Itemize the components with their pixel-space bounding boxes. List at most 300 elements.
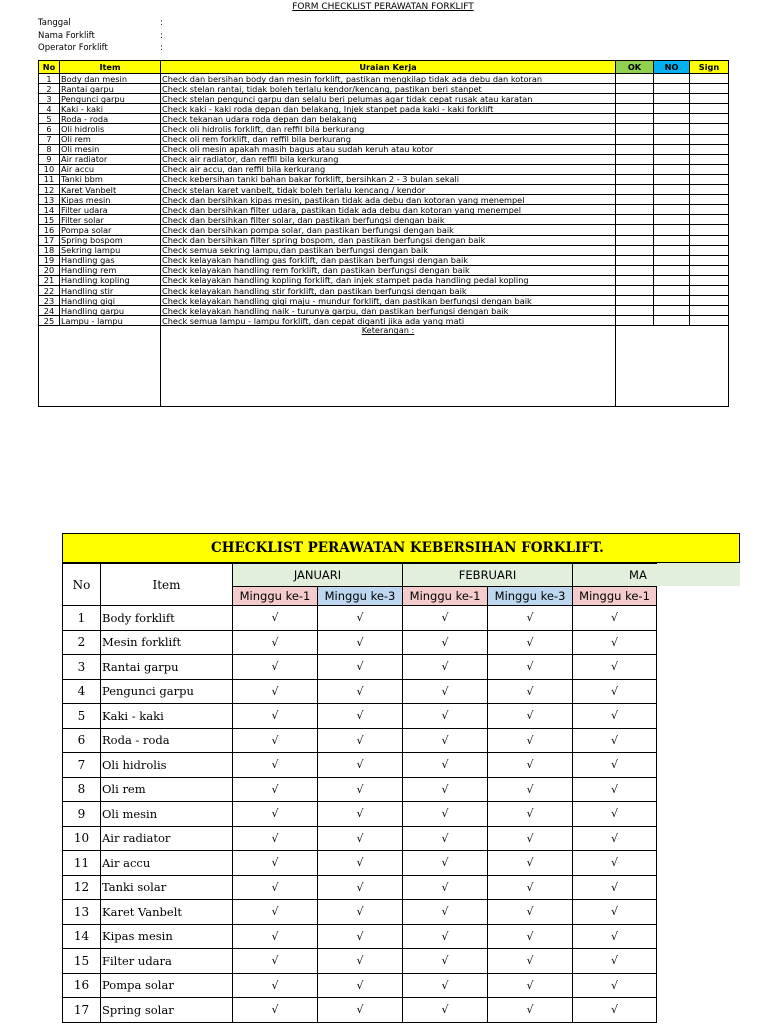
check-mark[interactable]: √ [573, 900, 657, 925]
table-row [63, 826, 657, 851]
check-mark[interactable]: √ [488, 802, 573, 827]
ok-cell[interactable] [616, 275, 654, 285]
sign-cell[interactable] [690, 275, 729, 285]
sign-cell[interactable] [690, 235, 729, 245]
sign-cell[interactable] [690, 285, 729, 295]
table-row [39, 225, 729, 235]
check-mark[interactable]: √ [488, 851, 573, 876]
check-mark[interactable]: √ [488, 998, 573, 1023]
row-no: 2 [63, 630, 101, 655]
check-mark[interactable]: √ [403, 753, 488, 778]
check-mark[interactable]: √ [318, 949, 403, 974]
col-header-no: No [63, 564, 101, 606]
check-mark[interactable]: √ [318, 900, 403, 925]
table-row [39, 144, 729, 154]
week-header: Minggu ke-3 [318, 587, 403, 606]
table-row [63, 875, 657, 900]
row-item: Oli mesin [101, 802, 233, 827]
table-row [63, 704, 657, 729]
row-item: Tanki solar [101, 875, 233, 900]
sign-cell[interactable] [690, 265, 729, 275]
week-header: Minggu ke-1 [233, 587, 318, 606]
table-row [39, 255, 729, 265]
check-mark[interactable]: √ [573, 655, 657, 680]
row-no: 4 [39, 104, 60, 114]
ok-cell[interactable] [616, 114, 654, 124]
row-no: 17 [39, 235, 60, 245]
row-no: 9 [63, 802, 101, 827]
no-cell[interactable] [654, 174, 690, 184]
table-row [39, 275, 729, 285]
no-cell[interactable] [654, 205, 690, 215]
row-no: 10 [39, 164, 60, 174]
row-item: Handling rem [60, 265, 161, 275]
check-mark[interactable]: √ [233, 777, 318, 802]
row-item: Filter udara [101, 949, 233, 974]
table-row [63, 753, 657, 778]
check-mark[interactable]: √ [233, 900, 318, 925]
check-mark[interactable]: √ [403, 777, 488, 802]
check-mark[interactable]: √ [233, 924, 318, 949]
sign-cell[interactable] [690, 296, 729, 306]
row-item: Air accu [60, 164, 161, 174]
row-item: Rantai garpu [101, 655, 233, 680]
cleaning-table [62, 563, 657, 1023]
row-no: 16 [39, 225, 60, 235]
check-mark[interactable]: √ [233, 826, 318, 851]
row-uraian: Check tekanan udara roda depan dan belakang [161, 114, 616, 124]
table-row [39, 164, 729, 174]
ok-cell[interactable] [616, 265, 654, 275]
check-mark[interactable]: √ [488, 753, 573, 778]
keterangan-blank [39, 326, 161, 407]
table-row [39, 154, 729, 164]
keterangan-row [39, 326, 729, 407]
sign-cell[interactable] [690, 74, 729, 84]
check-mark[interactable]: √ [403, 924, 488, 949]
check-mark[interactable]: √ [488, 973, 573, 998]
ok-cell[interactable] [616, 185, 654, 195]
check-mark[interactable]: √ [318, 630, 403, 655]
check-mark[interactable]: √ [233, 998, 318, 1023]
check-mark[interactable]: √ [403, 802, 488, 827]
row-no: 15 [63, 949, 101, 974]
ok-cell[interactable] [616, 74, 654, 84]
no-cell[interactable] [654, 104, 690, 114]
no-cell[interactable] [654, 154, 690, 164]
no-cell[interactable] [654, 316, 690, 326]
no-cell[interactable] [654, 245, 690, 255]
table-row [39, 285, 729, 295]
check-mark[interactable]: √ [403, 679, 488, 704]
row-uraian: Check oli rem forklift, dan reffil bila berkurang [161, 134, 616, 144]
row-no: 14 [39, 205, 60, 215]
row-uraian: Check kelayakan handling stir forklift, dan pastikan berfungsi dengan baik [161, 285, 616, 295]
table-row [39, 124, 729, 134]
table-row [63, 900, 657, 925]
no-cell[interactable] [654, 285, 690, 295]
sign-cell[interactable] [690, 84, 729, 94]
row-item: Handling garpu [60, 306, 161, 316]
no-cell[interactable] [654, 74, 690, 84]
row-item: Oli mesin [60, 144, 161, 154]
field-tanggal [38, 17, 163, 30]
check-mark[interactable]: √ [573, 949, 657, 974]
check-mark[interactable]: √ [573, 728, 657, 753]
table-row [63, 802, 657, 827]
table-row [63, 924, 657, 949]
row-uraian: Check kelayakan handling gigi maju - mundur forklift, dan pastikan berfungsi dengan baik [161, 296, 616, 306]
row-uraian: Check semua sekring lampu,dan pastikan berfungsi dengan baik [161, 245, 616, 255]
check-mark[interactable]: √ [318, 704, 403, 729]
ok-cell[interactable] [616, 306, 654, 316]
table-row [39, 94, 729, 104]
row-item: Handling kopling [60, 275, 161, 285]
row-item: Kaki - kaki [60, 104, 161, 114]
check-mark[interactable]: √ [573, 777, 657, 802]
row-item: Mesin forklift [101, 630, 233, 655]
row-item: Karet Vanbelt [101, 900, 233, 925]
no-cell[interactable] [654, 134, 690, 144]
sign-cell[interactable] [690, 316, 729, 326]
no-cell[interactable] [654, 235, 690, 245]
ok-cell[interactable] [616, 296, 654, 306]
ok-cell[interactable] [616, 94, 654, 104]
sign-cell[interactable] [690, 114, 729, 124]
row-item: Kipas mesin [101, 924, 233, 949]
sign-cell[interactable] [690, 134, 729, 144]
table-row [63, 655, 657, 680]
row-uraian: Check dan bersihkan kipas mesin, pastikan tidak ada debu dan kotoran yang menempel [161, 195, 616, 205]
month-maret: MA [573, 564, 657, 587]
cleaning-checklist-sheet [62, 533, 740, 1024]
row-item: Kaki - kaki [101, 704, 233, 729]
check-mark[interactable]: √ [318, 777, 403, 802]
row-no: 9 [39, 154, 60, 164]
no-cell[interactable] [654, 124, 690, 134]
check-mark[interactable]: √ [233, 630, 318, 655]
row-no: 18 [39, 245, 60, 255]
ok-cell[interactable] [616, 104, 654, 114]
sign-cell[interactable] [690, 225, 729, 235]
check-mark[interactable]: √ [318, 973, 403, 998]
month-januari: JANUARI [233, 564, 403, 587]
no-cell[interactable] [654, 255, 690, 265]
no-cell[interactable] [654, 306, 690, 316]
table-row [39, 265, 729, 275]
check-mark[interactable]: √ [233, 949, 318, 974]
row-uraian: Check dan bersihkan filter udara, pastikan tidak ada debu dan kotoran yang menempel [161, 205, 616, 215]
table-row [39, 185, 729, 195]
form-title: FORM CHECKLIST PERAWATAN FORKLIFT [292, 2, 474, 12]
row-uraian: Check dan bersihkan pompa solar, dan pastikan berfungsi dengan baik [161, 225, 616, 235]
ok-cell[interactable] [616, 134, 654, 144]
check-mark[interactable]: √ [488, 949, 573, 974]
row-item: Pompa solar [101, 973, 233, 998]
table-row [39, 134, 729, 144]
col-header-item: Item [101, 564, 233, 606]
no-cell[interactable] [654, 195, 690, 205]
field-label: Tanggal [38, 18, 71, 28]
table-row [39, 174, 729, 184]
table-row [39, 245, 729, 255]
ok-cell[interactable] [616, 215, 654, 225]
check-mark[interactable]: √ [233, 753, 318, 778]
no-cell[interactable] [654, 164, 690, 174]
table-row [39, 74, 729, 84]
row-no: 3 [39, 94, 60, 104]
ok-cell[interactable] [616, 205, 654, 215]
check-mark[interactable]: √ [233, 679, 318, 704]
table-row [63, 728, 657, 753]
row-no: 12 [39, 185, 60, 195]
check-mark[interactable]: √ [488, 704, 573, 729]
check-mark[interactable]: √ [233, 851, 318, 876]
ok-cell[interactable] [616, 84, 654, 94]
ok-cell[interactable] [616, 164, 654, 174]
check-mark[interactable]: √ [573, 704, 657, 729]
sign-cell[interactable] [690, 104, 729, 114]
check-mark[interactable]: √ [488, 875, 573, 900]
row-uraian: Check dan bersihkan filter solar, dan pastikan berfungsi dengan baik [161, 215, 616, 225]
row-no: 5 [63, 704, 101, 729]
check-mark[interactable]: √ [573, 826, 657, 851]
row-uraian: Check air radiator, dan reffil bila kerkurang [161, 154, 616, 164]
sheet-title: CHECKLIST PERAWATAN KEBERSIHAN FORKLIFT. [62, 533, 740, 563]
check-mark[interactable]: √ [573, 875, 657, 900]
row-no: 11 [39, 174, 60, 184]
check-mark[interactable]: √ [318, 924, 403, 949]
row-item: Pengunci garpu [60, 94, 161, 104]
check-mark[interactable]: √ [318, 875, 403, 900]
row-uraian: Check air accu, dan reffil bila kerkurang [161, 164, 616, 174]
no-cell[interactable] [654, 215, 690, 225]
sign-cell[interactable] [690, 195, 729, 205]
check-mark[interactable]: √ [403, 826, 488, 851]
row-uraian: Check dan bersihan body dan mesin forklift, pastikan mengkilap tidak ada debu dan kotoran [161, 74, 616, 84]
check-mark[interactable]: √ [573, 630, 657, 655]
ok-cell[interactable] [616, 235, 654, 245]
sign-cell[interactable] [690, 185, 729, 195]
row-no: 13 [39, 195, 60, 205]
no-cell[interactable] [654, 296, 690, 306]
row-item: Handling stir [60, 285, 161, 295]
check-mark[interactable]: √ [573, 802, 657, 827]
sign-cell[interactable] [690, 144, 729, 154]
check-mark[interactable]: √ [488, 924, 573, 949]
keterangan-blank [616, 326, 729, 407]
check-mark[interactable]: √ [403, 655, 488, 680]
row-item: Oli hidrolis [101, 753, 233, 778]
check-mark[interactable]: √ [573, 973, 657, 998]
check-mark[interactable]: √ [488, 826, 573, 851]
row-no: 22 [39, 285, 60, 295]
check-mark[interactable]: √ [488, 630, 573, 655]
row-item: Spring bospom [60, 235, 161, 245]
row-item: Air radiator [60, 154, 161, 164]
row-no: 4 [63, 679, 101, 704]
check-mark[interactable]: √ [233, 973, 318, 998]
sign-cell[interactable] [690, 306, 729, 316]
row-item: Sekring lampu [60, 245, 161, 255]
no-cell[interactable] [654, 144, 690, 154]
row-no: 8 [63, 777, 101, 802]
no-cell[interactable] [654, 114, 690, 124]
ok-cell[interactable] [616, 174, 654, 184]
check-mark[interactable]: √ [573, 924, 657, 949]
row-no: 25 [39, 316, 60, 326]
no-cell[interactable] [654, 275, 690, 285]
row-item: Body forklift [101, 606, 233, 631]
check-mark[interactable]: √ [488, 777, 573, 802]
table-row [39, 205, 729, 215]
check-mark[interactable]: √ [233, 606, 318, 631]
table-row [63, 679, 657, 704]
check-mark[interactable]: √ [318, 655, 403, 680]
col-header-item: Item [60, 61, 161, 74]
sign-cell[interactable] [690, 94, 729, 104]
check-mark[interactable]: √ [488, 900, 573, 925]
week-header: Minggu ke-3 [488, 587, 573, 606]
col-header-uraian: Uraian Kerja [161, 61, 616, 74]
sign-cell[interactable] [690, 255, 729, 265]
check-mark[interactable]: √ [403, 728, 488, 753]
check-mark[interactable]: √ [488, 679, 573, 704]
check-mark[interactable]: √ [403, 606, 488, 631]
check-mark[interactable]: √ [318, 851, 403, 876]
row-item: Pengunci garpu [101, 679, 233, 704]
table-row [39, 195, 729, 205]
row-no: 1 [39, 74, 60, 84]
check-mark[interactable]: √ [403, 875, 488, 900]
row-item: Body dan mesin [60, 74, 161, 84]
check-mark[interactable]: √ [403, 630, 488, 655]
ok-cell[interactable] [616, 285, 654, 295]
no-cell[interactable] [654, 185, 690, 195]
row-item: Filter udara [60, 205, 161, 215]
sign-cell[interactable] [690, 205, 729, 215]
sign-cell[interactable] [690, 124, 729, 134]
field-colon: : [160, 18, 163, 28]
row-item: Air accu [101, 851, 233, 876]
sign-cell[interactable] [690, 215, 729, 225]
table-row [39, 306, 729, 316]
month-header-row [63, 564, 657, 587]
no-cell[interactable] [654, 84, 690, 94]
row-no: 12 [63, 875, 101, 900]
check-mark[interactable]: √ [573, 679, 657, 704]
check-mark[interactable]: √ [318, 679, 403, 704]
ok-cell[interactable] [616, 154, 654, 164]
row-no: 21 [39, 275, 60, 285]
row-uraian: Check kelayakan handling gas forklift, dan pastikan berfungsi dengan baik [161, 255, 616, 265]
row-no: 19 [39, 255, 60, 265]
check-mark[interactable]: √ [488, 606, 573, 631]
row-uraian: Check oli hidrolis forklift, dan reffil bila berkurang [161, 124, 616, 134]
check-mark[interactable]: √ [233, 875, 318, 900]
check-mark[interactable]: √ [488, 728, 573, 753]
field-colon: : [160, 30, 163, 41]
row-no: 14 [63, 924, 101, 949]
check-mark[interactable]: √ [318, 826, 403, 851]
check-mark[interactable]: √ [488, 655, 573, 680]
ok-cell[interactable] [616, 144, 654, 154]
table-row [39, 235, 729, 245]
month-februari: FEBRUARI [403, 564, 573, 587]
check-mark[interactable]: √ [573, 998, 657, 1023]
no-cell[interactable] [654, 94, 690, 104]
row-item: Oli rem [60, 134, 161, 144]
row-no: 11 [63, 851, 101, 876]
ok-cell[interactable] [616, 124, 654, 134]
check-mark[interactable]: √ [318, 728, 403, 753]
check-mark[interactable]: √ [233, 728, 318, 753]
check-mark[interactable]: √ [573, 606, 657, 631]
check-mark[interactable]: √ [403, 704, 488, 729]
col-header-no: No [39, 61, 60, 74]
col-header-ok: OK [616, 61, 654, 74]
form-fields [38, 17, 163, 55]
table-row [39, 316, 729, 326]
no-cell[interactable] [654, 225, 690, 235]
row-uraian: Check kelayakan handling rem forklift, dan pastikan berfungsi dengan baik [161, 265, 616, 275]
check-mark[interactable]: √ [318, 802, 403, 827]
row-item: Lampu - lampu [60, 316, 161, 326]
check-mark[interactable]: √ [233, 802, 318, 827]
check-mark[interactable]: √ [233, 704, 318, 729]
keterangan-label: Keterangan : [161, 326, 616, 407]
check-mark[interactable]: √ [573, 851, 657, 876]
row-no: 13 [63, 900, 101, 925]
table-row [63, 851, 657, 876]
sign-cell[interactable] [690, 245, 729, 255]
row-item: Kipas mesin [60, 195, 161, 205]
sign-cell[interactable] [690, 154, 729, 164]
row-uraian: Check dan bersihkan filter spring bospom, dan pastikan berfungsi dengan baik [161, 235, 616, 245]
table-row [39, 84, 729, 94]
check-mark[interactable]: √ [233, 655, 318, 680]
no-cell[interactable] [654, 265, 690, 275]
ok-cell[interactable] [616, 316, 654, 326]
check-mark[interactable]: √ [318, 753, 403, 778]
sign-cell[interactable] [690, 174, 729, 184]
row-item: Karet Vanbelt [60, 185, 161, 195]
check-mark[interactable]: √ [403, 900, 488, 925]
ok-cell[interactable] [616, 255, 654, 265]
check-mark[interactable]: √ [318, 606, 403, 631]
ok-cell[interactable] [616, 225, 654, 235]
table-row [63, 998, 657, 1023]
row-no: 6 [39, 124, 60, 134]
col-header-sign: Sign [690, 61, 729, 74]
row-uraian: Check semua lampu - lampu forklift, dan cepat diganti jika ada yang mati [161, 316, 616, 326]
table-row [39, 114, 729, 124]
check-mark[interactable]: √ [318, 998, 403, 1023]
check-mark[interactable]: √ [403, 998, 488, 1023]
ok-cell[interactable] [616, 195, 654, 205]
check-mark[interactable]: √ [403, 851, 488, 876]
check-mark[interactable]: √ [403, 949, 488, 974]
field-operator-forklift [38, 42, 163, 55]
check-mark[interactable]: √ [403, 973, 488, 998]
ok-cell[interactable] [616, 245, 654, 255]
table-row [63, 606, 657, 631]
table-row [63, 630, 657, 655]
row-item: Roda - roda [101, 728, 233, 753]
sign-cell[interactable] [690, 164, 729, 174]
row-no: 7 [39, 134, 60, 144]
check-mark[interactable]: √ [573, 753, 657, 778]
